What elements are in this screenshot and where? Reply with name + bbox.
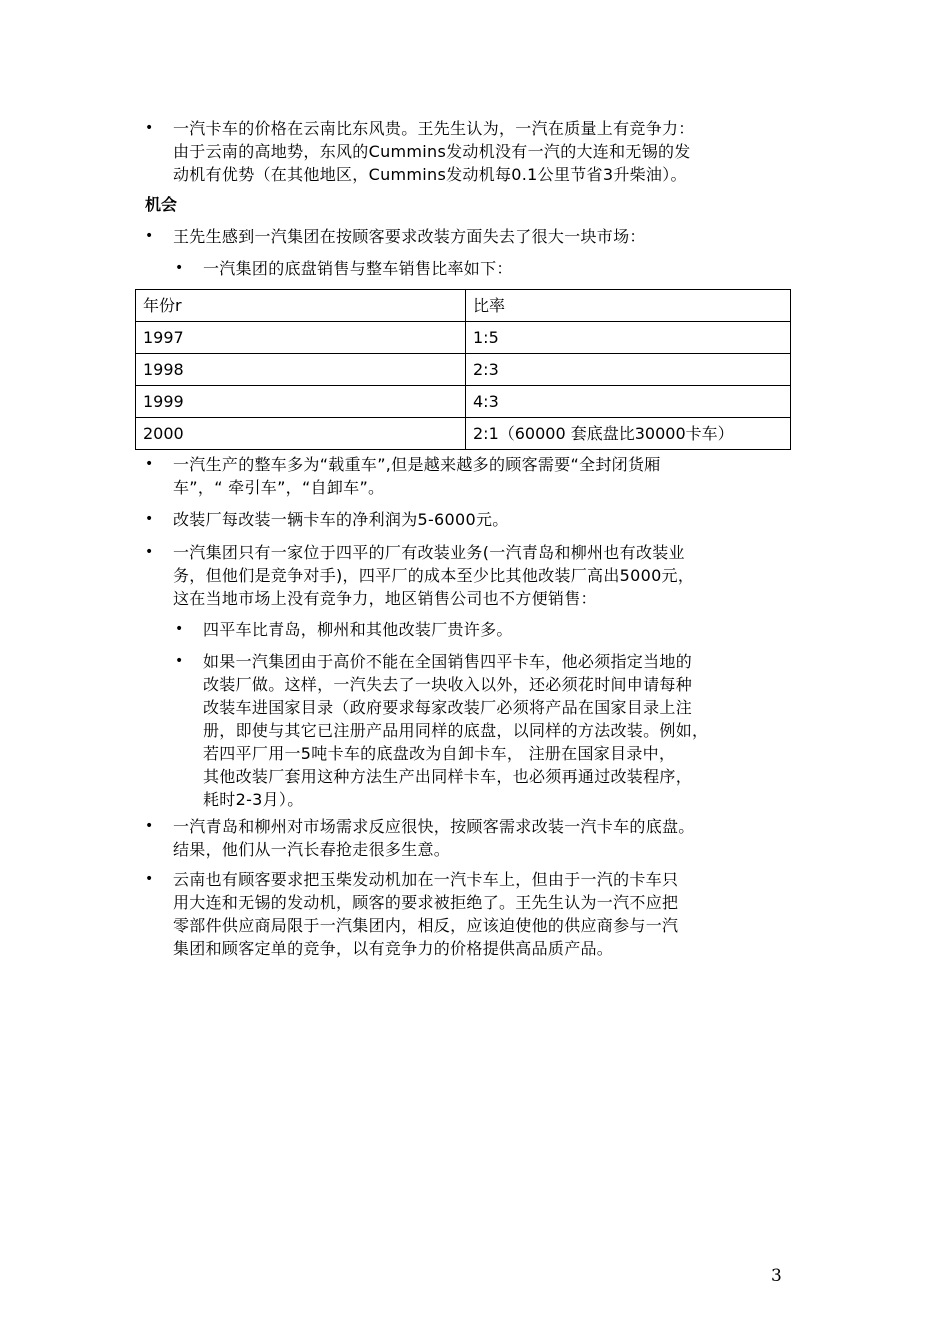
table-cell-ratio: 2:3 (466, 354, 791, 386)
section-heading-opportunity: 机会 (145, 195, 178, 214)
opportunity-intro: 王先生感到一汽集团在按顾客要求改装方面失去了很大一块市场： (173, 227, 646, 246)
text-line: 改装车进国家目录（政府要求每家改装厂必须将产品在国家目录上注 (203, 698, 693, 717)
bullet-marker: • (145, 456, 154, 472)
ratio-table (135, 289, 791, 450)
text-line: 一汽生产的整车多为“载重车”,但是越来越多的顾客需要“全封闭货厢 (173, 455, 661, 474)
text-line: 零部件供应商局限于一汽集团内，相反，应该迫使他的供应商参与一汽 (173, 916, 679, 935)
table-cell-year: 1997 (136, 322, 466, 354)
table-cell-ratio: 1:5 (466, 322, 791, 354)
bullet-net-profit (173, 508, 509, 531)
text-line: 四平车比青岛，柳州和其他改装厂贵许多。 (203, 620, 513, 639)
text-line: 用大连和无锡的发动机，顾客的要求被拒绝了。王先生认为一汽不应把 (173, 893, 679, 912)
text-line: 改装厂每改装一辆卡车的净利润为5-6000元。 (173, 510, 509, 529)
bullet-marker: • (145, 120, 154, 136)
table-intro: 一汽集团的底盘销售与整车销售比率如下： (203, 259, 513, 278)
text-line: 册，即使与其它已注册产品用同样的底盘，以同样的方法改装。例如， (203, 721, 709, 740)
table-row (136, 354, 791, 386)
text-line: 车”，“ 牵引车”，“自卸车”。 (173, 478, 385, 497)
bullet-vehicle-types (173, 453, 661, 499)
text-line: 由于云南的高地势，东风的Cummins发动机没有一汽的大连和无锡的发 (173, 142, 691, 161)
text-line: 改装厂做。这样，一汽失去了一块收入以外，还必须花时间申请每种 (203, 675, 693, 694)
text-line: 耗时2-3月）。 (203, 790, 304, 809)
sub-bullet-registration (203, 650, 708, 811)
sub-bullet-marker: • (175, 621, 184, 637)
sub-bullet-marker: • (175, 653, 184, 669)
text-line: 一汽集团只有一家位于四平的厂有改装业务(一汽青岛和柳州也有改装业 (173, 543, 685, 562)
table-cell-year: 1998 (136, 354, 466, 386)
table-header-year: 年份r (136, 290, 466, 322)
bullet-marker: • (145, 511, 154, 527)
table-cell-ratio: 4:3 (466, 386, 791, 418)
text-line: 结果，他们从一汽长春抢走很多生意。 (173, 840, 451, 859)
text-line: 这在当地市场上没有竞争力，地区销售公司也不方便销售： (173, 589, 597, 608)
bullet-siping-plant (173, 541, 694, 610)
table-header-row (136, 290, 791, 322)
text-line: 一汽青岛和柳州对市场需求反应很快，按顾客需求改装一汽卡车的底盘。 (173, 817, 695, 836)
table-cell-year: 2000 (136, 418, 466, 450)
table-header-ratio: 比率 (466, 290, 791, 322)
bullet-marker: • (145, 228, 154, 244)
text-line: 其他改装厂套用这种方法生产出同样卡车，也必须再通过改装程序， (203, 767, 693, 786)
text-line: 务，但他们是竞争对手)，四平厂的成本至少比其他改装厂高出5000元， (173, 566, 695, 585)
bullet-qingdao-liuzhou (173, 815, 695, 861)
text-line: 若四平厂用一5吨卡车的底盘改为自卸卡车， 注册在国家目录中， (203, 744, 676, 763)
page-number: 3 (771, 1266, 782, 1286)
bullet-yunnan-engines (173, 868, 678, 960)
intro-paragraph (173, 117, 695, 186)
table-row (136, 386, 791, 418)
bullet-marker: • (145, 818, 154, 834)
sub-bullet-siping-price (203, 618, 513, 641)
table-cell-year: 1999 (136, 386, 466, 418)
bullet-marker: • (145, 544, 154, 560)
table-row (136, 322, 791, 354)
text-line: 集团和顾客定单的竞争，以有竞争力的价格提供高品质产品。 (173, 939, 614, 958)
table-row (136, 418, 791, 450)
bullet-marker: • (145, 871, 154, 887)
table-cell-ratio: 2:1（60000 套底盘比30000卡车） (466, 418, 791, 450)
text-line: 云南也有顾客要求把玉柴发动机加在一汽卡车上，但由于一汽的卡车只 (173, 870, 679, 889)
text-line: 动机有优势（在其他地区，Cummins发动机每0.1公里节省3升柴油）。 (173, 165, 687, 184)
sub-bullet-marker: • (175, 260, 184, 276)
text-line: 一汽卡车的价格在云南比东风贵。王先生认为，一汽在质量上有竞争力： (173, 119, 695, 138)
text-line: 如果一汽集团由于高价不能在全国销售四平卡车，他必须指定当地的 (203, 652, 693, 671)
